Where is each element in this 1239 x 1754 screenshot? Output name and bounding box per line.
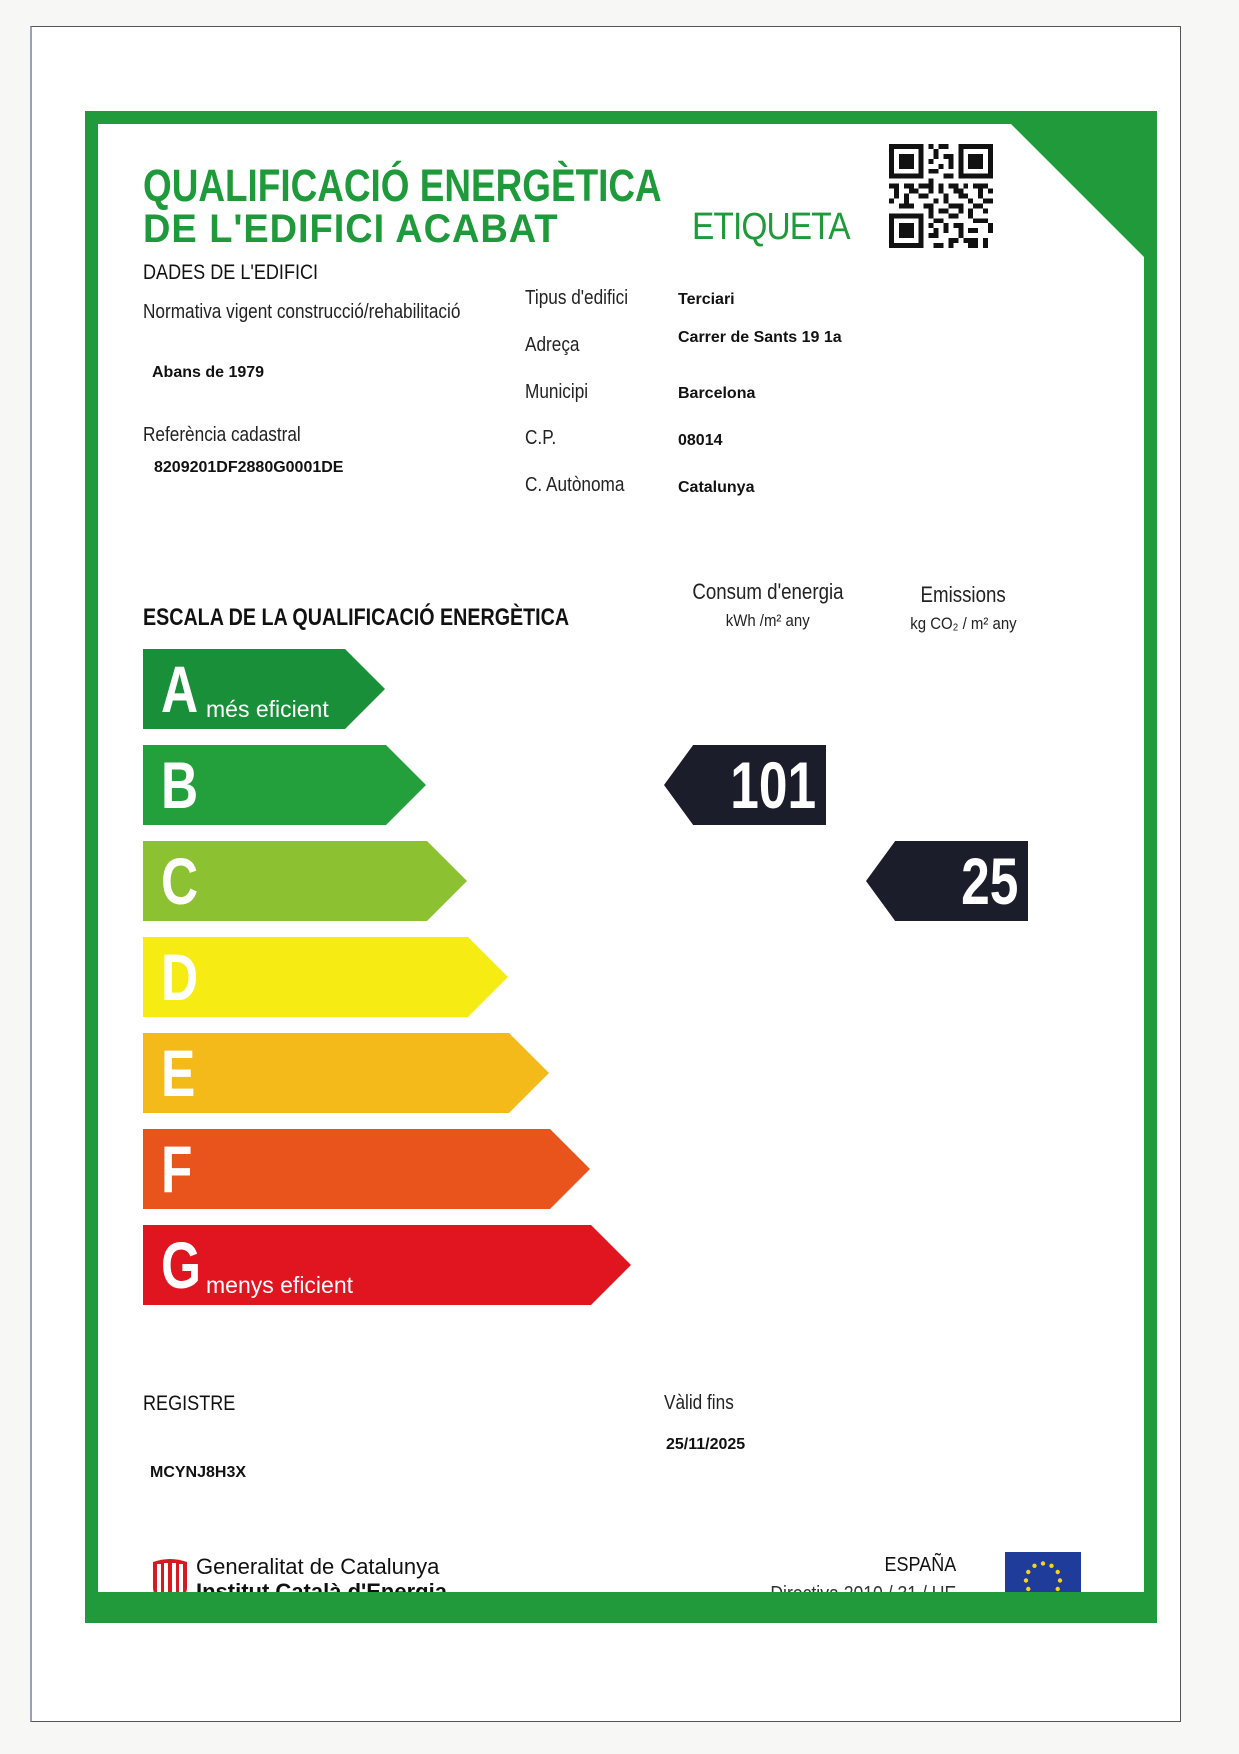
- building-type-label: Tipus d'edifici: [525, 287, 629, 309]
- energy-class-c: [143, 841, 467, 921]
- consumption-rating-tag: [664, 745, 826, 825]
- energy-class-letter: A: [161, 652, 199, 726]
- emissions-value: 25: [960, 844, 1018, 918]
- country-name: ESPAÑA: [884, 1554, 956, 1576]
- energy-class-letter: G: [161, 1228, 202, 1302]
- registry-label: REGISTRE: [143, 1392, 236, 1415]
- consumption-header: [668, 579, 868, 631]
- energy-class-description: menys eficient: [206, 1272, 354, 1298]
- qr-code-icon: [889, 144, 993, 248]
- consumption-unit: kWh /m² any: [726, 611, 810, 630]
- scale-heading: ESCALA DE LA QUALIFICACIÓ ENERGÈTICA: [143, 604, 570, 631]
- energy-class-arrow: [143, 1129, 590, 1209]
- region-label: C. Autònoma: [525, 474, 625, 496]
- eu-star: [1056, 1587, 1060, 1591]
- bottom-green-band: [98, 1592, 1144, 1610]
- building-type-value: Terciari: [678, 291, 735, 308]
- emissions-heading: Emissions: [920, 582, 1006, 607]
- regulation-value: Abans de 1979: [152, 364, 265, 381]
- region-value: Catalunya: [678, 479, 755, 496]
- title-line-2: DE L'EDIFICI ACABAT: [143, 207, 559, 251]
- emissions-header: [868, 582, 1058, 634]
- consumption-heading: Consum d'energia: [692, 579, 844, 604]
- energy-class-description: més eficient: [206, 696, 329, 722]
- eu-star: [1026, 1587, 1030, 1591]
- validity-label: Vàlid fins: [664, 1392, 734, 1414]
- energy-label-card: [85, 111, 1157, 1623]
- cadastral-label: Referència cadastral: [143, 424, 301, 446]
- energy-class-g: [143, 1225, 631, 1305]
- validity-value: 25/11/2025: [666, 1436, 746, 1453]
- building-data-heading: DADES DE L'EDIFICI: [143, 261, 319, 284]
- address-value: Carrer de Sants 19 1a: [678, 329, 842, 346]
- energy-class-letter: D: [161, 940, 199, 1014]
- eu-star: [1056, 1570, 1060, 1574]
- energy-class-letter: E: [161, 1036, 196, 1110]
- energy-class-arrow: [143, 1033, 549, 1113]
- eu-star: [1041, 1561, 1045, 1565]
- energy-class-b: [143, 745, 426, 825]
- eu-star: [1058, 1578, 1062, 1582]
- consumption-value: 101: [730, 748, 816, 822]
- energy-class-d: [143, 937, 508, 1017]
- registry-value: MCYNJ8H3X: [150, 1464, 247, 1481]
- eu-star: [1026, 1570, 1030, 1574]
- energy-class-letter: C: [161, 844, 199, 918]
- municipality-value: Barcelona: [678, 385, 756, 402]
- address-label: Adreça: [525, 334, 580, 356]
- energy-class-letter: B: [161, 748, 199, 822]
- document-sheet: [30, 26, 1181, 1722]
- energy-class-letter: F: [161, 1132, 193, 1206]
- emissions-rating-tag: [866, 841, 1028, 921]
- energy-class-f: [143, 1129, 590, 1209]
- regulation-label: Normativa vigent construcció/rehabilitació: [143, 301, 461, 323]
- energy-class-e: [143, 1033, 549, 1113]
- postcode-label: C.P.: [525, 427, 557, 449]
- eu-star: [1032, 1564, 1036, 1568]
- organization-line-1: Generalitat de Catalunya: [196, 1554, 440, 1579]
- energy-class-a: [143, 649, 385, 729]
- postcode-value: 08014: [678, 432, 723, 449]
- eu-star: [1024, 1578, 1028, 1582]
- cadastral-value: 8209201DF2880G0001DE: [154, 459, 344, 476]
- eu-star: [1049, 1564, 1053, 1568]
- title-line-1: QUALIFICACIÓ ENERGÈTICA: [143, 160, 662, 211]
- emissions-unit: kg CO₂ / m² any: [909, 614, 1017, 633]
- label-type: ETIQUETA: [692, 206, 850, 248]
- municipality-label: Municipi: [525, 381, 589, 403]
- corner-triangle: [1010, 123, 1145, 258]
